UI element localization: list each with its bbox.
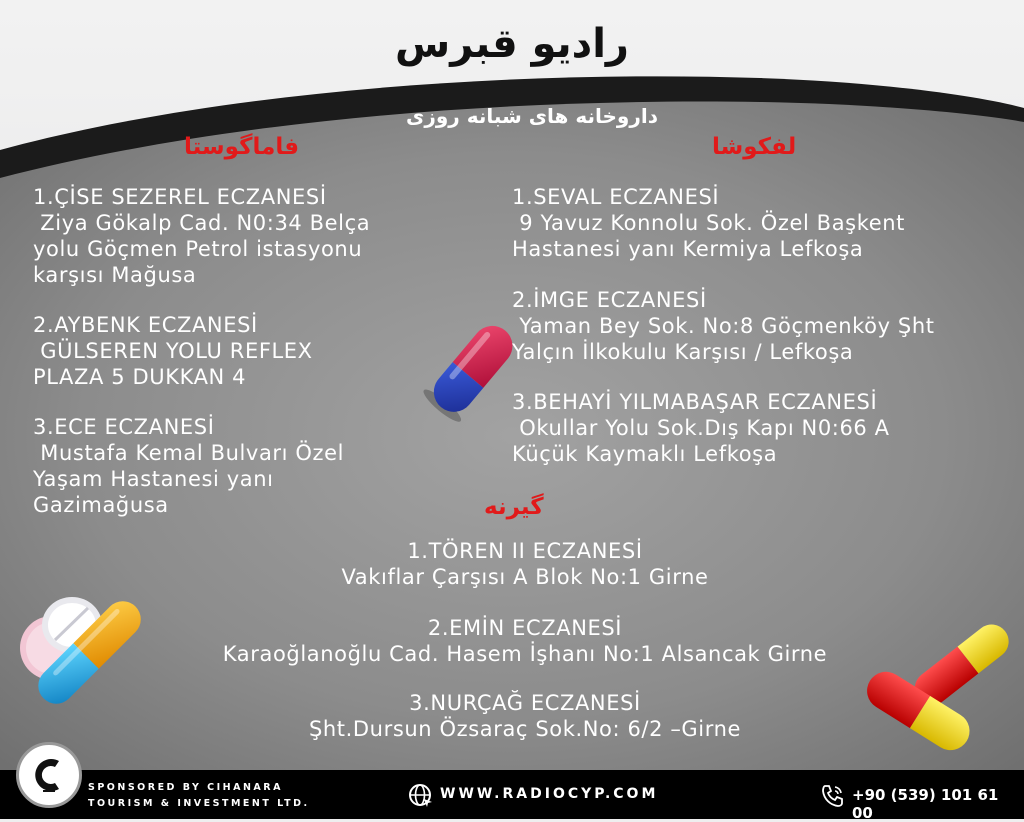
cihanara-logo <box>16 742 82 808</box>
pharmacy-address: Hastanesi yanı Kermiya Lefkoşa <box>512 237 864 261</box>
page-title: رادیو قبرس <box>395 21 629 67</box>
pharmacy-name: 3.BEHAYİ YILMABAŞAR ECZANESİ <box>512 390 878 414</box>
pharmacy-name: 2.EMİN ECZANESİ <box>427 616 623 640</box>
pharmacy-name: 1.ÇİSE SEZEREL ECZANESİ <box>33 185 327 209</box>
pharmacy-address: 9 Yavuz Konnolu Sok. Özel Başkent <box>512 211 905 235</box>
pharmacy-name: 2.AYBENK ECZANESİ <box>33 313 258 337</box>
sponsor-line-2: TOURISM & INVESTMENT LTD. <box>88 798 310 809</box>
pharmacy-address: Şht.Dursun Özsaraç Sok.No: 6/2 –Girne <box>308 717 742 741</box>
girne-entry-1 <box>100 538 950 590</box>
pharmacy-address: Mustafa Kemal Bulvarı Özel <box>33 441 345 465</box>
page-subtitle: داروخانه های شبانه روزی <box>406 104 658 128</box>
pharmacy-address: Küçük Kaymaklı Lefkoşa <box>512 442 778 466</box>
pharmacy-address: Yaşam Hastanesi yanı <box>33 467 274 491</box>
pharmacy-address: Gazimağusa <box>33 493 169 517</box>
region-famagusta: فاماگوستا <box>184 134 300 160</box>
pharmacy-address: karşısı Mağusa <box>33 263 197 287</box>
sponsor-text <box>88 780 310 812</box>
pharmacy-name: 1.TÖREN II ECZANESİ <box>407 539 643 563</box>
pharmacy-name: 3.ECE ECZANESİ <box>33 415 215 439</box>
girne-entry-2 <box>100 615 950 667</box>
famagusta-entry-3 <box>33 414 344 518</box>
pharmacy-name: 1.SEVAL ECZANESİ <box>512 185 720 209</box>
pharmacy-address: Yaman Bey Sok. No:8 Göçmenköy Şht <box>512 314 935 338</box>
pharmacy-address: Yalçın İlkokulu Karşısı / Lefkoşa <box>512 340 854 364</box>
pharmacy-address: Ziya Gökalp Cad. N0:34 Belça <box>33 211 371 235</box>
globe-icon <box>408 783 434 809</box>
pharmacy-address: yolu Göçmen Petrol istasyonu <box>33 237 363 261</box>
lefkosa-entry-2 <box>512 287 935 365</box>
phone-number[interactable]: +90 (539) 101 61 00 <box>852 786 999 822</box>
lefkosa-entry-1 <box>512 184 905 262</box>
pharmacy-name: 2.İMGE ECZANESİ <box>512 288 707 312</box>
girne-entry-3 <box>100 690 950 742</box>
pharmacy-address: Karaoğlanoğlu Cad. Hasem İşhanı No:1 Alsancak Girne <box>222 642 828 666</box>
lefkosa-entry-3 <box>512 389 890 467</box>
pharmacy-address: Vakıflar Çarşısı A Blok No:1 Girne <box>341 565 709 589</box>
pharmacy-address: GÜLSEREN YOLU REFLEX <box>33 339 313 363</box>
region-lefkosa: لفکوشا <box>712 134 797 160</box>
pharmacy-address: PLAZA 5 DUKKAN 4 <box>33 365 247 389</box>
pharmacy-address: Okullar Yolu Sok.Dış Kapı N0:66 A <box>512 416 890 440</box>
famagusta-entry-2 <box>33 312 313 390</box>
pharmacy-name: 3.NURÇAĞ ECZANESİ <box>409 691 641 715</box>
website-link[interactable]: WWW.RADIOCYP.COM <box>440 786 659 802</box>
phone-icon <box>820 783 846 809</box>
region-girne: گیرنه <box>484 494 544 520</box>
sponsor-line-1: SPONSORED BY CIHANARA <box>88 782 283 793</box>
famagusta-entry-1 <box>33 184 370 288</box>
